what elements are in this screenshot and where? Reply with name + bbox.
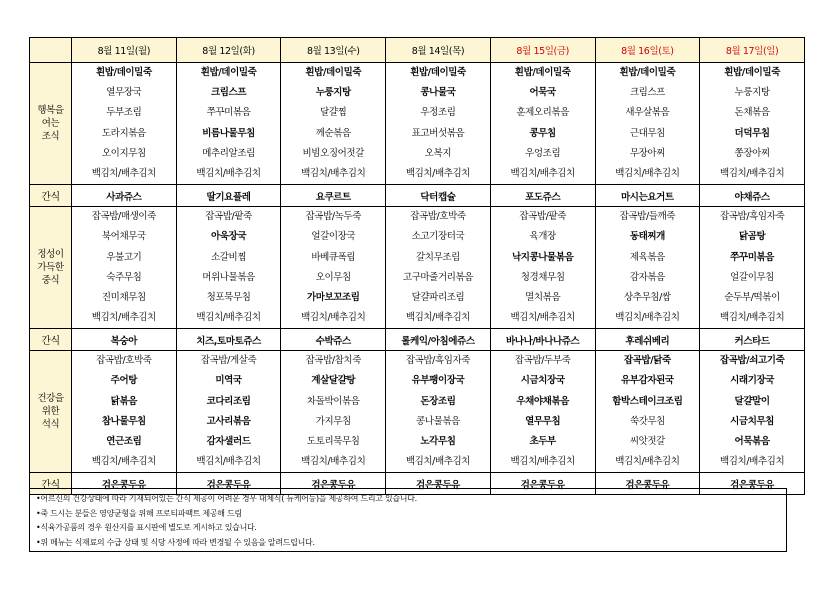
- meal-cell: [176, 63, 281, 185]
- menu-item: 잡곡밥/호박죽: [410, 211, 466, 223]
- menu-item: 주어탕: [110, 375, 138, 387]
- menu-item: 닭볶음: [110, 395, 138, 407]
- menu-item: 아욱장국: [211, 231, 247, 243]
- menu-item: 소고기장터국: [411, 231, 465, 243]
- menu-item: 흰밥/데이밀죽: [305, 67, 362, 78]
- menu-item: 도라지볶음: [101, 127, 146, 139]
- snack-cell: 검은콩두유: [700, 473, 805, 495]
- menu-item: 흰밥/데이밀죽: [619, 67, 676, 78]
- menu-item: 흰밥/데이밀죽: [95, 67, 152, 78]
- meal-label: 행복을 여는 조식: [30, 63, 72, 185]
- day-header: 8월 17일(일): [700, 38, 805, 63]
- menu-item: 쫑장아찌: [734, 147, 770, 159]
- meal-cell: [595, 351, 700, 473]
- menu-item: 숙주무침: [106, 271, 142, 283]
- menu-item: 백김치/배추김치: [719, 456, 785, 468]
- snack-label: 간식: [30, 329, 72, 351]
- menu-item: 잡곡밥/들깨죽: [619, 211, 676, 223]
- menu-item: 백김치/배추김치: [615, 167, 680, 179]
- menu-item: 콩나물볶음: [416, 415, 460, 427]
- menu-item: 잡곡밥/매생이죽: [91, 211, 156, 223]
- menu-item: 께순볶음: [315, 127, 351, 139]
- menu-item: 백김치/배추김치: [615, 456, 680, 468]
- menu-item: 백김치/배추김치: [196, 167, 261, 179]
- menu-item: 제육볶음: [629, 251, 665, 263]
- meal-cell: [386, 207, 491, 329]
- menu-item: 동태찌개: [629, 231, 665, 243]
- note-line: •위 메뉴는 식재료의 수급 상태 및 식당 사정에 따라 변경될 수 있음을 알려드립니다.: [36, 537, 315, 547]
- snack-cell: 검은콩두유: [386, 473, 491, 495]
- menu-item: 잡곡밥/게살죽: [200, 355, 257, 367]
- menu-item: 달걀찜: [320, 107, 347, 119]
- menu-item: 북어채무국: [101, 231, 146, 243]
- menu-item: 우엉조림: [525, 147, 561, 159]
- menu-item: 잡곡밥/녹두죽: [305, 211, 361, 223]
- menu-item: 백김치/배추김치: [91, 456, 156, 468]
- menu-item: 노각무침: [420, 436, 456, 447]
- menu-item: 메추리알조림: [202, 147, 255, 159]
- menu-item: 계살달걀탕: [311, 375, 356, 387]
- snack-cell: 커스타드: [700, 329, 805, 351]
- snack-cell: 요쿠르트: [281, 185, 386, 207]
- menu-item: 콩나물국: [420, 87, 456, 99]
- menu-item: 시래기장국: [730, 375, 775, 387]
- menu-item: 함박스테이크조림: [612, 395, 683, 407]
- menu-item: 잡곡밥/참치죽: [305, 355, 361, 367]
- menu-item: 백김치/배추김치: [719, 167, 785, 179]
- menu-item: 콩무침: [529, 127, 556, 139]
- menu-item: 잡곡밥/호박죽: [96, 355, 152, 367]
- menu-item: 더덕무침: [734, 127, 770, 139]
- menu-item: 오복지: [424, 147, 452, 159]
- meal-cell: [700, 63, 805, 185]
- menu-item: 누룽지탕: [734, 87, 770, 99]
- menu-item: 어묵볶음: [734, 436, 770, 447]
- menu-item: 도토리묵무침: [306, 436, 360, 447]
- meal-cell: [595, 63, 700, 185]
- meal-cell: [176, 351, 281, 473]
- snack-cell: 사과쥬스: [72, 185, 177, 207]
- menu-item: 얼갈이무침: [730, 271, 775, 283]
- menu-item: 돈채볶음: [734, 107, 770, 119]
- menu-item: 잡곡밥/두부죽: [514, 355, 571, 367]
- menu-body: [30, 63, 805, 495]
- header-corner: [30, 38, 72, 63]
- menu-item: 잡곡밥/흑임자죽: [405, 355, 471, 367]
- meal-cell: [281, 63, 386, 185]
- meal-label: 건강을 위한 석식: [30, 351, 72, 473]
- menu-item: 잡곡밥/팥죽: [519, 211, 566, 223]
- menu-item: 고사리볶음: [206, 415, 251, 427]
- menu-item: 비빔오징어젓갈: [302, 147, 364, 159]
- menu-item: 낙지콩나물볶음: [511, 251, 574, 263]
- menu-item: 쭈꾸미볶음: [206, 107, 251, 119]
- menu-item: 진미채무침: [101, 291, 146, 303]
- menu-item: 참나물무침: [101, 415, 146, 427]
- menu-item: 감자볶음: [629, 271, 665, 283]
- menu-item: 갈치무조림: [416, 251, 460, 263]
- menu-item: 무장아찌: [629, 147, 665, 159]
- day-header-row: [30, 38, 805, 63]
- menu-item: 열무장국: [106, 87, 142, 99]
- meal-row: [30, 63, 805, 185]
- snack-cell: 야채쥬스: [700, 185, 805, 207]
- menu-item: 연근조림: [106, 436, 142, 447]
- menu-item: 잡곡밥/닭죽: [623, 355, 671, 367]
- menu-item: 얼갈이장국: [311, 231, 356, 243]
- menu-item: 오이지무침: [101, 147, 146, 159]
- note-line: •죽 드시는 분들은 영양균형을 위해 프로티파팩트 제공해 드림: [36, 508, 242, 518]
- snack-cell: 검은콩두유: [176, 473, 281, 495]
- snack-cell: 마시는요거트: [595, 185, 700, 207]
- snack-cell: 닥터캡슐: [386, 185, 491, 207]
- menu-item: 백김치/배추김치: [405, 167, 471, 179]
- menu-item: 백김치/배추김치: [196, 312, 261, 324]
- meal-row: [30, 351, 805, 473]
- menu-item: 가지무침: [315, 415, 351, 427]
- menu-item: 쭈꾸미볶음: [730, 251, 775, 263]
- day-header: 8월 11일(월): [72, 38, 177, 63]
- day-header: 8월 16일(토): [595, 38, 700, 63]
- snack-cell: 검은콩두유: [490, 473, 595, 495]
- menu-item: 오이무침: [315, 271, 351, 283]
- snack-cell: 검은콩두유: [595, 473, 700, 495]
- meal-cell: [490, 63, 595, 185]
- day-header: 8월 15일(금): [490, 38, 595, 63]
- menu-item: 차돌박이볶음: [306, 395, 360, 407]
- menu-item: 비름나물무침: [202, 127, 255, 139]
- menu-item: 바베큐폭립: [311, 251, 356, 263]
- menu-item: 우채야채볶음: [516, 395, 569, 407]
- menu-item: 백김치/배추김치: [405, 312, 471, 324]
- menu-item: 우불고기: [106, 251, 142, 263]
- note-line: •식육가공품의 경우 원산지를 표시판에 별도로 게시하고 있습니다.: [36, 523, 257, 532]
- meal-cell: [386, 351, 491, 473]
- menu-item: 백김치/배추김치: [615, 312, 680, 324]
- meal-cell: [490, 351, 595, 473]
- meal-cell: [176, 207, 281, 329]
- snack-label: 간식: [30, 473, 72, 495]
- menu-item: 시금치장국: [520, 375, 565, 387]
- menu-item: 누룽지탕: [315, 87, 351, 99]
- menu-item: 두부조림: [106, 107, 142, 119]
- menu-item: 가마보꼬조림: [306, 291, 360, 303]
- day-header: 8월 14일(목): [386, 38, 491, 63]
- meal-row: [30, 207, 805, 329]
- weekly-menu-table: [29, 37, 805, 495]
- menu-item: 잡곡밥/쇠고기죽: [719, 355, 785, 367]
- menu-item: 백김치/배추김치: [405, 456, 471, 468]
- meal-cell: [386, 63, 491, 185]
- menu-item: 근대무침: [629, 127, 665, 139]
- menu-item: 어묵국: [529, 87, 556, 99]
- meal-label: 정성이 가득한 중식: [30, 207, 72, 329]
- menu-item: 코다리조림: [206, 395, 251, 407]
- menu-item: 유부감자된국: [621, 375, 674, 387]
- menu-item: 소갈비찜: [211, 251, 247, 263]
- menu-item: 순두부/떡볶이: [724, 291, 780, 303]
- menu-item: 백김치/배추김치: [301, 312, 366, 324]
- menu-item: 닭곰탕: [738, 231, 766, 243]
- menu-item: 유부팽이장국: [411, 375, 465, 387]
- snack-cell: 치즈,토마토쥬스: [176, 329, 281, 351]
- menu-item: 흰밥/데이밀죽: [724, 67, 780, 78]
- meal-cell: [72, 207, 177, 329]
- meal-cell: [72, 63, 177, 185]
- menu-item: 달걀파리조림: [411, 291, 465, 303]
- snack-cell: 롤케익/아침에쥬스: [386, 329, 491, 351]
- menu-item: 감자샐러드: [206, 436, 251, 447]
- menu-item: 백김치/배추김치: [196, 456, 261, 468]
- menu-item: 백김치/배추김치: [301, 456, 366, 468]
- snack-cell: 바나나/바나나쥬스: [490, 329, 595, 351]
- snack-row: [30, 329, 805, 351]
- menu-item: 훈제오리볶음: [516, 107, 569, 119]
- day-header: 8월 12일(화): [176, 38, 281, 63]
- menu-item: 돈장조림: [420, 395, 456, 407]
- menu-item: 청포묵무침: [206, 291, 251, 303]
- menu-item: 새우살볶음: [625, 107, 670, 119]
- meal-cell: [700, 207, 805, 329]
- menu-item: 상추무침/쌈: [624, 291, 671, 303]
- menu-item: 청경채무침: [520, 271, 565, 283]
- menu-item: 초두부: [529, 436, 556, 447]
- menu-item: 우정조림: [420, 107, 456, 119]
- menu-item: 백김치/배추김치: [719, 312, 785, 324]
- snack-row: [30, 185, 805, 207]
- menu-item: 고구마줄거리볶음: [402, 271, 474, 283]
- snack-label: 간식: [30, 185, 72, 207]
- menu-item: 백김치/배추김치: [91, 167, 156, 179]
- menu-item: 흰밥/데이밀죽: [410, 67, 466, 78]
- menu-item: 백김치/배추김치: [510, 167, 575, 179]
- menu-item: 시금치무침: [730, 415, 775, 427]
- snack-cell: 딸기요플레: [176, 185, 281, 207]
- meal-cell: [700, 351, 805, 473]
- menu-item: 잡곡밥/팥죽: [205, 211, 252, 223]
- snack-cell: 검은콩두유: [281, 473, 386, 495]
- menu-item: 크림스프: [211, 87, 247, 99]
- snack-cell: 복숭아: [72, 329, 177, 351]
- snack-cell: 수박쥬스: [281, 329, 386, 351]
- menu-item: 흰밥/데이밀죽: [514, 67, 571, 78]
- menu-item: 쑥갓무침: [629, 415, 665, 427]
- menu-item: 잡곡밥/흑임자죽: [719, 211, 785, 223]
- menu-item: 흰밥/데이밀죽: [200, 67, 257, 78]
- snack-cell: 포도쥬스: [490, 185, 595, 207]
- menu-item: 머위나물볶음: [202, 271, 255, 283]
- menu-item: 백김치/배추김치: [91, 312, 156, 324]
- day-header: 8월 13일(수): [281, 38, 386, 63]
- menu-item: 표고버섯볶음: [411, 127, 465, 139]
- menu-item: 달걀말이: [734, 395, 770, 407]
- menu-item: 미역국: [215, 375, 242, 387]
- meal-cell: [595, 207, 700, 329]
- menu-item: 열무무침: [525, 415, 561, 427]
- menu-item: 백김치/배추김치: [301, 167, 366, 179]
- menu-item: 크림스프: [629, 87, 665, 99]
- meal-cell: [281, 207, 386, 329]
- menu-item: 백김치/배추김치: [510, 312, 575, 324]
- snack-cell: 검은콩두유: [72, 473, 177, 495]
- meal-cell: [281, 351, 386, 473]
- meal-cell: [72, 351, 177, 473]
- notes-box: [29, 488, 787, 552]
- menu-item: 멸치볶음: [525, 291, 561, 303]
- note-line: •어르신의 건강상태에 따라 기재되어있는 간식 제공이 어려운 경우 대체식( 뉴케어등)을 제공하여 드리고 있습니다.: [36, 494, 417, 503]
- meal-cell: [490, 207, 595, 329]
- menu-item: 백김치/배추김치: [510, 456, 575, 468]
- menu-item: 육개장: [529, 231, 556, 243]
- snack-cell: 후레쉬베리: [595, 329, 700, 351]
- menu-item: 씨앗젓갈: [629, 436, 665, 447]
